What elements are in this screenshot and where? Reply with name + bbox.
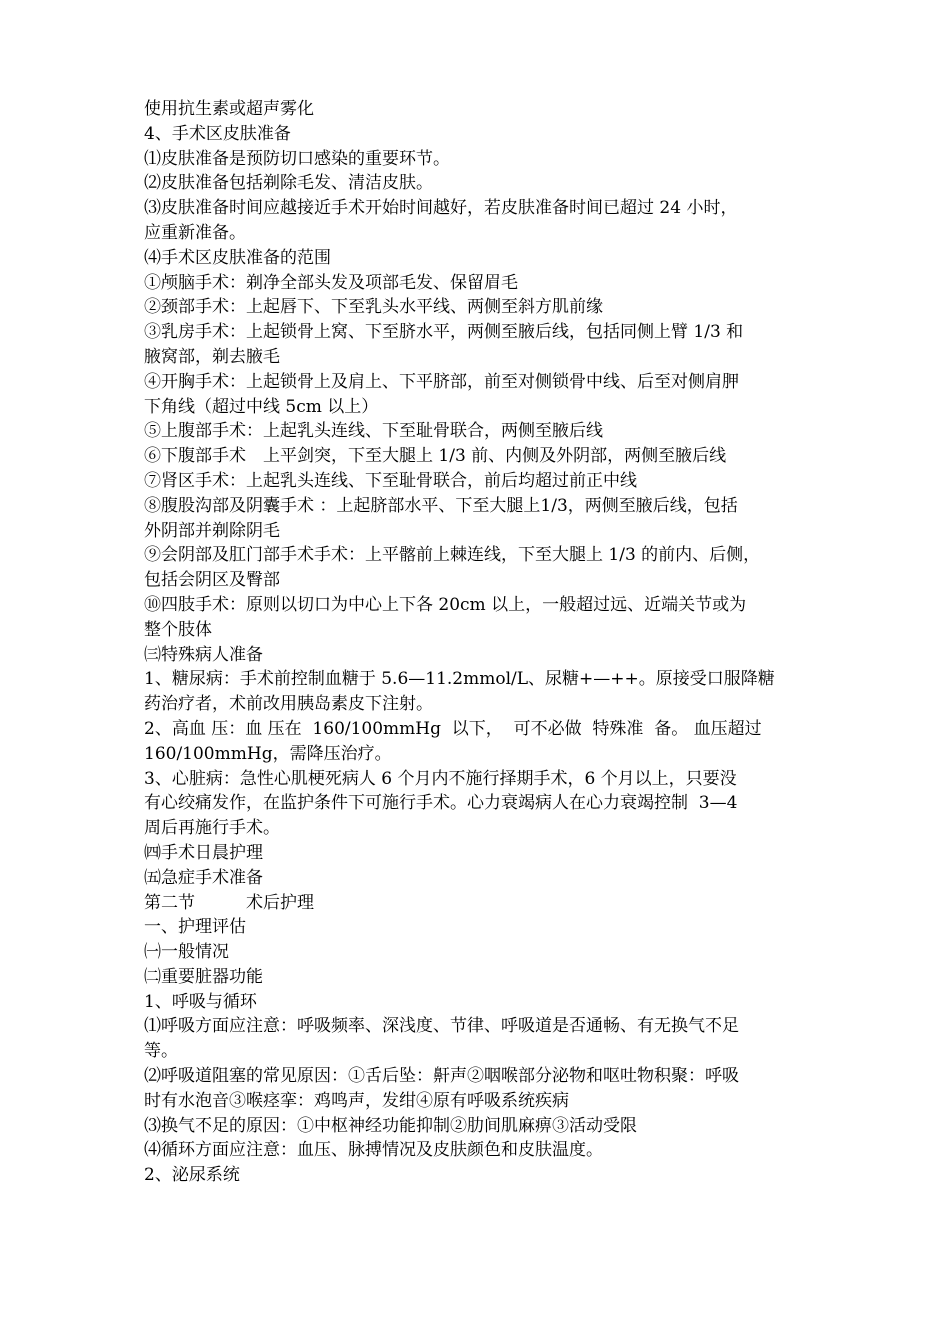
text-line: ③乳房手术：上起锁骨上窝、下至脐水平，两侧至腋后线，包括同侧上臂 1/3 和 (144, 322, 744, 343)
text-line: 应重新准备。 (144, 222, 246, 243)
text-line: ⑶皮肤准备时间应越接近手术开始时间越好，若皮肤准备时间已超过 24 小时， (144, 198, 738, 219)
text-line: ⑴呼吸方面应注意：呼吸频率、深浅度、节律、呼吸道是否通畅、有无换气不足 (144, 1016, 739, 1037)
text-line: ②颈部手术：上起唇下、下至乳头水平线、两侧至斜方肌前缘 (144, 297, 603, 318)
text-line: ⑷手术区皮肤准备的范围 (144, 247, 331, 268)
section-heading: 1、呼吸与循环 (144, 991, 257, 1012)
text-line: 有心绞痛发作，在监护条件下可施行手术。心力衰竭病人在心力衰竭控制 3—4 (144, 793, 738, 814)
text-line: ⑩四肢手术：原则以切口为中心上下各 20cm 以上，一般超过远、近端关节或为 (144, 594, 747, 615)
text-line: ⑷循环方面应注意：血压、脉搏情况及皮肤颜色和皮肤温度。 (144, 1140, 603, 1161)
text-line: ④开胸手术：上起锁骨上及肩上、下平脐部，前至对侧锁骨中线、后至对侧肩胛 (144, 371, 739, 392)
chapter-heading: 第二节 术后护理 (144, 892, 314, 913)
text-line: ⑧腹股沟部及阴囊手术 ：上起脐部水平、下至大腿上1/3，两侧至腋后线，包括 (144, 495, 738, 516)
text-line: 药治疗者，术前改用胰岛素皮下注射。 (144, 694, 433, 715)
text-line: ⑤上腹部手术：上起乳头连线、下至耻骨联合，两侧至腋后线 (144, 421, 603, 442)
text-line: 使用抗生素或超声雾化 (144, 99, 314, 119)
text-line: 下角线（超过中线 5cm 以上） (144, 396, 379, 417)
section-heading: 一、护理评估 (144, 917, 246, 938)
text-line: 3、心脏病：急性心肌梗死病人 6 个月内不施行择期手术，6 个月以上，只要没 (144, 768, 737, 789)
section-heading: ㈢特殊病人准备 (144, 644, 263, 665)
text-line: 等。 (144, 1041, 178, 1062)
text-line: 时有水泡音③喉痉挛：鸡鸣声，发绀④原有呼吸系统疾病 (144, 1090, 569, 1111)
section-heading: ㈡重要脏器功能 (144, 966, 263, 987)
text-line: 160/100mmHg，需降压治疗。 (144, 743, 392, 764)
section-heading: ㈠一般情况 (144, 942, 229, 963)
text-line: ⑥下腹部手术 上平剑突，下至大腿上 1/3 前、内侧及外阴部，两侧至腋后线 (144, 446, 727, 467)
text-line: 整个肢体 (144, 619, 212, 640)
text-line: 外阴部并剃除阴毛 (144, 520, 280, 541)
section-heading: 2、泌尿系统 (144, 1165, 240, 1186)
text-line: ⑵呼吸道阻塞的常见原因：①舌后坠：鼾声②咽喉部分泌物和呕吐物积聚：呼吸 (144, 1066, 739, 1087)
text-line: ⑴皮肤准备是预防切口感染的重要环节。 (144, 148, 450, 169)
text-line: 包括会阴区及臀部 (144, 570, 280, 591)
section-heading: ㈣手术日晨护理 (144, 842, 263, 863)
document-page (144, 97, 824, 1188)
text-line: 1、糖尿病：手术前控制血糖于 5.6—11.2mmol/L、尿糖+—++。原接受口服降糖 (144, 669, 775, 690)
text-line: ①颅脑手术：剃净全部头发及项部毛发、保留眉毛 (144, 272, 518, 293)
text-line: 周后再施行手术。 (144, 818, 280, 839)
text-line: ⑨会阴部及肛门部手术手术：上平髂前上棘连线，下至大腿上 1/3 的前内、后侧， (144, 545, 761, 566)
text-line: ⑦肾区手术：上起乳头连线、下至耻骨联合，前后均超过前正中线 (144, 470, 637, 491)
text-line: 2、高血 压：血 压在 160/100mmHg 以下， 可不必做 特殊准 备。 血压超过 (144, 718, 762, 739)
section-heading: ㈤急症手术准备 (144, 867, 263, 888)
text-line: 腋窝部，剃去腋毛 (144, 346, 280, 367)
text-line: ⑶换气不足的原因：①中枢神经功能抑制②肋间肌麻痹③活动受限 (144, 1115, 637, 1136)
section-heading: 4、手术区皮肤准备 (144, 123, 291, 144)
text-line: ⑵皮肤准备包括剃除毛发、清洁皮肤。 (144, 173, 433, 194)
